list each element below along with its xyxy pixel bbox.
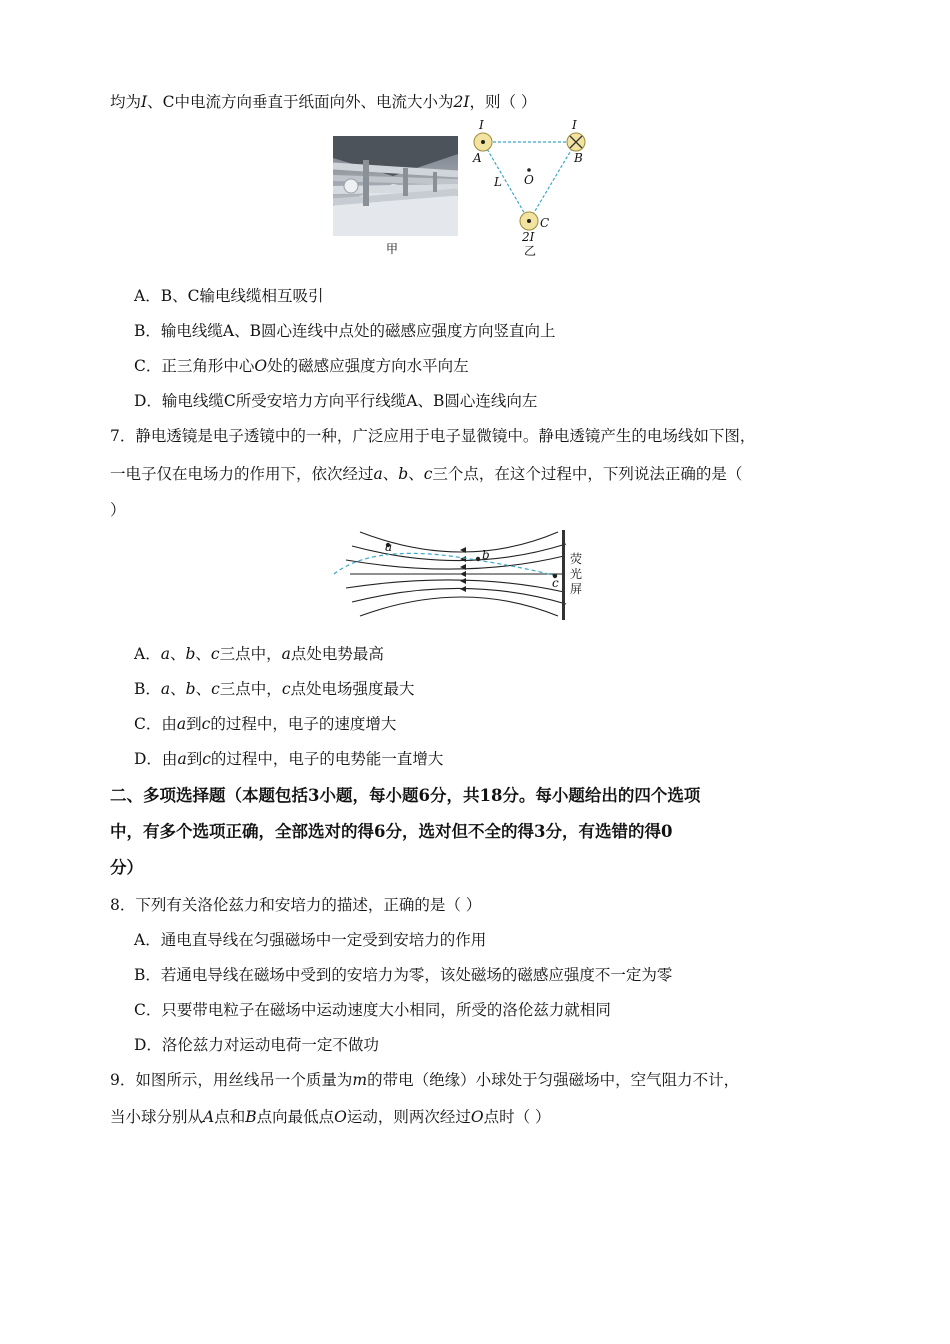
q6-option-C [134,356,469,376]
q7-A-point: a [281,645,291,663]
q7-A-end: 点处电势最高 [290,645,384,663]
q7-stem-line2 [110,464,742,484]
q6-option-A: A．B、C输电线缆相互吸引 [134,287,324,305]
q6-option-D: D．输电线缆C所受安培力方向平行线缆A、B圆心连线向左 [134,392,538,410]
q9-text-5: 点向最低点 [256,1108,335,1126]
q8-option-D: D．洛伦兹力对运动电荷一定不做功 [134,1036,379,1054]
label-A: A [473,151,482,165]
label-O: O [524,173,534,187]
label-I-A: I [479,118,484,132]
q7-B-point: c [281,680,291,698]
q7-B-var-a: a [160,680,171,698]
fluorescent-screen [562,530,565,620]
q7-C-mid: 到 [186,715,202,733]
q7-D-prefix: D．由 [134,750,178,768]
q7-B-text: 三点中， [219,680,282,698]
q7-B-end: 点处电场强度最大 [290,680,415,698]
label-L: L [494,175,502,189]
label-I-B: I [572,118,577,132]
q9-text-1: 9．如图所示，用丝线吊一个质量为 [110,1071,353,1089]
tunnel-photo-image [333,136,458,236]
q9-var-B: B [245,1108,257,1126]
q7-A-var-c: c [210,645,220,663]
q9-var-m: m [352,1071,368,1089]
figure-6-photo [333,136,458,236]
q7-B-var-b: b [185,680,196,698]
label-B: B [574,151,583,165]
electron-path [334,553,556,576]
q6-current-2I: 2I [453,93,470,111]
q8-stem: 8．下列有关洛伦兹力和安培力的描述，正确的是（ ） [110,896,482,914]
q7-stem-line3: ） [110,501,126,519]
q7-var-c: c [423,465,433,483]
cable-A-out-icon [474,133,492,151]
q7-sep-2: 、 [408,465,424,483]
q6-option-C-post: 处的磁感应强度方向水平向左 [267,357,469,375]
label-2I: 2I [522,230,535,244]
cable-B-in-icon [567,133,585,151]
q7-stem-line1: 7．静电透镜是电子透镜中的一种，广泛应用于电子显微镜中。静电透镜产生的电场线如下图， [110,427,756,445]
q6-text-3: ，则（ ） [469,93,537,111]
figure-6-right-caption: 乙 [524,244,537,258]
q6-stem-tail [110,92,536,112]
q7-D-var-a: a [177,750,187,768]
q7-var-b: b [398,465,409,483]
section-2-heading-line3: 分） [110,858,143,877]
q9-var-O: O [334,1108,347,1126]
q6-option-C-pre: C．正三角形中心 [134,357,255,375]
q7-C-var-a: a [176,715,187,733]
q7-option-B [134,679,415,699]
q7-var-a: a [373,465,383,483]
q7-B-prefix: B． [134,680,161,698]
figure-7-field-lines [330,528,590,624]
label-c: c [552,576,559,590]
figure-6-triangle [468,118,598,258]
q9-text-7: 点时（ ） [483,1108,551,1126]
q9-text-6: 运动，则两次经过 [346,1108,471,1126]
q6-option-B: B．输电线缆A、B圆心连线中点处的磁感应强度方向竖直向上 [134,322,556,340]
q7-option-C [134,714,396,734]
q9-text-4: 点和 [214,1108,246,1126]
field-lines-diagram [330,528,590,624]
q8-option-C: C．只要带电粒子在磁场中运动速度大小相同，所受的洛伦兹力就相同 [134,1001,611,1019]
q7-option-A [134,644,384,664]
q7-C-prefix: C．由 [134,715,177,733]
q7-C-end: 的过程中，电子的速度增大 [210,715,397,733]
screen-label: 荧光屏 [570,552,583,596]
center-point-O [527,168,531,172]
q7-C-var-c: c [201,715,211,733]
q7-A-var-a: a [160,645,170,663]
section-2-heading-line2: 中，有多个选项正确，全部选对的得6分，选对但不全的得3分，有选错的得0 [110,822,673,841]
q9-text-3: 当小球分别从 [110,1108,204,1126]
label-C: C [540,216,550,230]
q7-A-prefix: A． [134,645,161,663]
q7-A-var-b: b [185,645,196,663]
label-b: b [482,548,490,562]
q9-stem-line2 [110,1107,551,1127]
q9-var-O-2: O [470,1108,484,1126]
q7-A-sep-2: 、 [195,645,211,663]
q7-option-D [134,749,443,769]
q6-current-I: I [141,93,148,111]
q7-A-text: 三点中， [219,645,282,663]
q7-D-mid: 到 [186,750,203,768]
label-a: a [385,540,393,554]
q9-var-A: A [203,1108,215,1126]
q6-text-2: 、C中电流方向垂直于纸面向外、电流大小为 [147,93,454,111]
q7-D-var-c: c [202,750,211,768]
q9-text-2: 的带电（绝缘）小球处于匀强磁场中，空气阻力不计， [367,1071,740,1089]
q7-B-sep-1: 、 [170,680,186,698]
q7-A-sep-1: 、 [169,645,186,663]
figure-6-left-caption: 甲 [386,242,399,256]
cable-C-out-icon [520,212,538,230]
q6-option-C-var: O [254,357,268,375]
q9-stem-line1 [110,1070,739,1090]
q8-option-A: A．通电直导线在匀强磁场中一定受到安培力的作用 [134,931,487,949]
q7-text-post: 三个点，在这个过程中，下列说法正确的是（ [432,465,743,483]
q7-B-var-c: c [211,680,220,698]
point-b [476,557,480,561]
q8-option-B: B．若通电导线在磁场中受到的安培力为零，该处磁场的磁感应强度不一定为零 [134,966,673,984]
q7-text: 一电子仅在电场力的作用下，依次经过 [110,465,374,483]
q7-D-end: 的过程中，电子的电势能一直增大 [210,750,444,768]
q6-text-1: 均为 [110,93,142,111]
q7-sep-1: 、 [382,465,399,483]
q7-B-sep-2: 、 [195,680,212,698]
section-2-heading-line1: 二、多项选择题（本题包括3小题，每小题6分，共18分。每小题给出的四个选项 [110,786,701,805]
